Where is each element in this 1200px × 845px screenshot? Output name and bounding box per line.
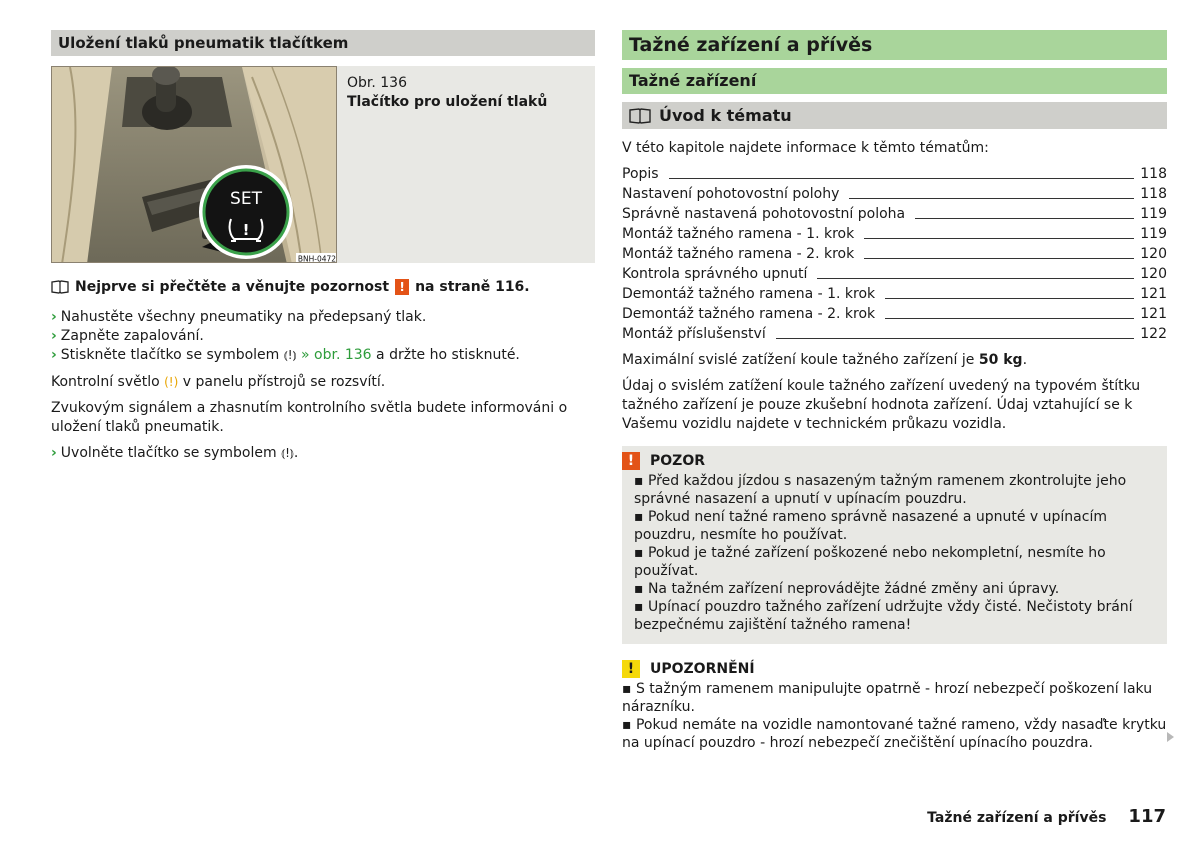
toc-page: 119 [1140, 206, 1167, 222]
footer-chapter: Tažné zařízení a přívěs [927, 810, 1107, 826]
toc-leader [849, 197, 1134, 199]
figure-image-tpms-button [51, 66, 337, 263]
toc-row[interactable] [622, 264, 1167, 284]
caution-header [622, 658, 1167, 680]
toc-page: 121 [1140, 306, 1167, 322]
intro-title: Úvod k tématu [659, 106, 792, 125]
car-interior-illustration [52, 67, 337, 263]
book-icon [51, 280, 69, 294]
toc-page: 118 [1140, 166, 1167, 182]
list-item: ▪ Pokud není tažné rameno správně nasazené a upnuté v upínacím pouzdru, nesmíte ho používat. [634, 509, 1107, 543]
toc-page: 121 [1140, 286, 1167, 302]
tpms-symbol-icon: ⦅!⦆ [281, 446, 294, 460]
step-text: Stiskněte tlačítko se symbolem [60, 347, 280, 363]
list-item: ▪ Před každou jízdou s nasazeným tažným ramenem zkontrolujte jeho správné nasazení a upnutí v upínacím pouzdru. [634, 473, 1127, 507]
load-prefix: Maximální svislé zatížení koule tažného zařízení je [622, 352, 975, 368]
chevron-right-icon: › [51, 309, 57, 325]
toc-label: Montáž příslušenství [622, 326, 766, 342]
list-item: ▪ Pokud je tažné zařízení poškozené nebo nekompletní, nesmíte ho používat. [634, 545, 1106, 579]
chevron-right-icon: › [51, 445, 57, 461]
load-value: 50 kg [978, 352, 1023, 368]
toc-row[interactable] [622, 324, 1167, 344]
paragraph-indicator [51, 373, 595, 392]
toc-row[interactable] [622, 184, 1167, 204]
toc-leader [915, 217, 1134, 219]
toc-label: Montáž tažného ramena - 1. krok [622, 226, 855, 242]
toc-label: Demontáž tažného ramena - 2. krok [622, 306, 876, 322]
load-statement [622, 351, 1167, 370]
toc-row[interactable] [622, 204, 1167, 224]
toc-leader [817, 277, 1134, 279]
warning-box [622, 446, 1167, 644]
toc-page: 118 [1140, 186, 1167, 202]
step-item [51, 346, 595, 365]
right-column [622, 30, 1167, 752]
toc-leader [864, 257, 1134, 259]
step-item [51, 327, 595, 346]
toc-row[interactable] [622, 304, 1167, 324]
para-prefix: Kontrolní světlo [51, 374, 160, 390]
chevron-right-icon: › [51, 347, 57, 363]
figure-block [51, 66, 595, 263]
caution-box [622, 658, 1167, 752]
warning-icon: ! [622, 452, 640, 470]
toc-row[interactable] [622, 164, 1167, 184]
toc-label: Správně nastavená pohotovostní poloha [622, 206, 906, 222]
para-suffix: v panelu přístrojů se rozsvítí. [182, 374, 386, 390]
toc-label: Nastavení pohotovostní polohy [622, 186, 840, 202]
toc-leader [864, 237, 1134, 239]
warning-header [622, 450, 1155, 472]
intro-text: V této kapitole najdete informace k těmto tématům: [622, 140, 989, 156]
continue-arrow-icon [1167, 732, 1174, 742]
book-icon [629, 108, 651, 124]
warning-title: POZOR [650, 453, 705, 469]
load-suffix: . [1022, 352, 1028, 368]
toc-label: Kontrola správného upnutí [622, 266, 808, 282]
section-heading: Uložení tlaků pneumatik tlačítkem [51, 30, 595, 56]
step-text: Zapněte zapalování. [60, 328, 204, 344]
toc-label: Montáž tažného ramena - 2. krok [622, 246, 855, 262]
figure-caption [337, 66, 595, 263]
caption-number: Obr. 136 [347, 75, 407, 91]
list-item: ▪ Na tažném zařízení neprovádějte žádné změny ani úpravy. [634, 581, 1060, 597]
set-button-label: SET [230, 189, 262, 209]
toc-leader [885, 297, 1134, 299]
tpms-symbol-icon: ⦅!⦆ [283, 348, 297, 362]
tpms-exclamation-icon: ! [242, 221, 250, 239]
step-suffix: . [293, 445, 299, 461]
toc-leader [885, 317, 1134, 319]
step-suffix: a držte ho stisknuté. [376, 347, 520, 363]
read-first-note [51, 279, 595, 295]
caution-icon: ! [622, 660, 640, 678]
toc-row[interactable] [622, 244, 1167, 264]
toc-page: 122 [1140, 326, 1167, 342]
list-item: ▪ Pokud nemáte na vozidle namontované tažné rameno, vždy nasaďte krytku na upínací pouzdro - hrozí nebezpečí znečištění upínacího pouzdra. [622, 717, 1167, 751]
page-footer [927, 806, 1166, 827]
left-column [51, 30, 595, 463]
step-item [51, 444, 595, 463]
step-text: Uvolněte tlačítko se symbolem [60, 445, 277, 461]
load-info: Údaj o svislém zatížení koule tažného zařízení uvedený na typovém štítku tažného zařízení je pouze zkušební hodnota zařízení. Údaj vztahující se k Vašemu vozidlu najdete v technickém průkazu vozidla. [622, 378, 1141, 432]
toc-page: 119 [1140, 226, 1167, 242]
intro-heading [622, 102, 1167, 129]
note-suffix: na straně 116. [415, 279, 530, 295]
step-item [51, 308, 595, 327]
image-code: BNH-0472 [297, 254, 337, 263]
caption-title: Tlačítko pro uložení tlaků [347, 94, 548, 110]
steps-list [51, 308, 595, 365]
page-number: 117 [1128, 806, 1166, 827]
paragraph-signal: Zvukovým signálem a zhasnutím kontrolního světla budete informováni o uložení tlaků pneumatik. [51, 400, 568, 435]
toc-leader [669, 177, 1135, 179]
toc-row[interactable] [622, 224, 1167, 244]
figure-link[interactable]: » obr. 136 [301, 347, 372, 363]
chevron-right-icon: › [51, 328, 57, 344]
note-prefix: Nejprve si přečtěte a věnujte pozornost [75, 279, 390, 295]
list-item: ▪ Upínací pouzdro tažného zařízení udržujte vždy čisté. Nečistoty brání bezpečnému zajištění tažného ramena! [634, 599, 1133, 633]
warning-icon: ! [395, 279, 409, 295]
toc-label: Demontáž tažného ramena - 1. krok [622, 286, 876, 302]
tpms-indicator-icon: (!) [164, 375, 179, 389]
list-item: ▪ S tažným ramenem manipulujte opatrně - hrozí nebezpečí poškození laku nárazníku. [622, 681, 1153, 715]
toc-leader [776, 337, 1135, 339]
subsection-heading: Tažné zařízení [622, 68, 1167, 94]
step-text: Nahustěte všechny pneumatiky na předepsaný tlak. [60, 309, 427, 325]
toc-page: 120 [1140, 266, 1167, 282]
toc-page: 120 [1140, 246, 1167, 262]
caution-title: UPOZORNĚNÍ [650, 661, 755, 677]
table-of-contents [622, 164, 1167, 344]
chapter-heading: Tažné zařízení a přívěs [622, 30, 1167, 60]
toc-label: Popis [622, 166, 659, 182]
toc-row[interactable] [622, 284, 1167, 304]
